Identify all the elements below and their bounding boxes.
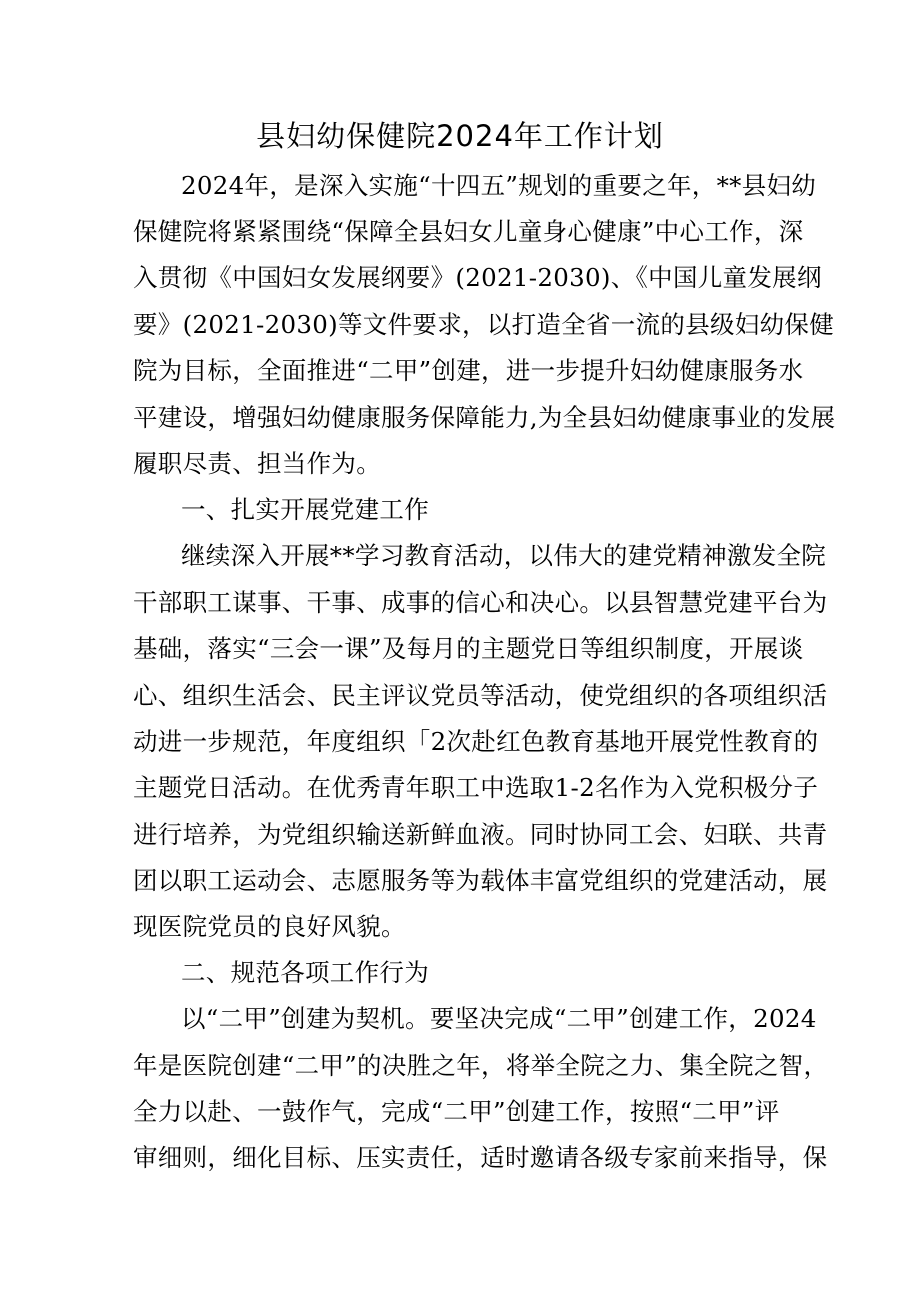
paragraph-party-line: 心、组织生活会、民主评议党员等活动，使党组织的各项组织活 xyxy=(133,681,828,710)
paragraph-party-line: 干部职工谋事、干事、成事的信心和决心。以县智慧党建平台为 xyxy=(133,588,828,617)
section-heading-2: 二、规范各项工作行为 xyxy=(181,958,429,987)
paragraph-intro-line: 履职尽责、担当作为。 xyxy=(133,449,381,478)
paragraph-party-line: 动进一步规范，年度组织「2次赴红色教育基地开展党性教育的 xyxy=(133,727,819,756)
paragraph-intro-line: 平建设，增强妇幼健康服务保障能力,为全县妇幼健康事业的发展 xyxy=(133,403,836,432)
document-title: 县妇幼保健院2024年工作计划 xyxy=(256,119,664,153)
paragraph-intro-line: 2024年，是深入实施“十四五”规划的重要之年，**县妇幼 xyxy=(181,171,817,200)
paragraph-party-line: 主题党日活动。在优秀青年职工中选取1-2名作为入党积极分子 xyxy=(133,773,819,802)
paragraph-intro-line: 要》(2021-2030)等文件要求，以打造全省一流的县级妇幼保健 xyxy=(133,310,834,339)
section-heading-1: 一、扎实开展党建工作 xyxy=(181,495,429,524)
paragraph-party-line: 基础，落实“三会一课”及每月的主题党日等组织制度，开展谈 xyxy=(133,634,804,663)
paragraph-standard-line: 以“二甲”创建为契机。要坚决完成“二甲”创建工作，2024 xyxy=(181,1004,817,1033)
paragraph-standard-line: 全力以赴、一鼓作气，完成“二甲”创建工作，按照“二甲”评 xyxy=(133,1097,780,1126)
paragraph-standard-line: 审细则，细化目标、压实责任，适时邀请各级专家前来指导，保 xyxy=(133,1143,828,1172)
paragraph-standard-line: 年是医院创建“二甲”的决胜之年，将举全院之力、集全院之智， xyxy=(133,1051,829,1080)
paragraph-party-line: 继续深入开展**学习教育活动，以伟大的建党精神激发全院 xyxy=(181,541,827,570)
paragraph-party-line: 现医院党员的良好风貌。 xyxy=(133,912,406,941)
paragraph-party-line: 团以职工运动会、志愿服务等为载体丰富党组织的党建活动，展 xyxy=(133,866,828,895)
paragraph-intro-line: 院为目标，全面推进“二甲”创建，进一步提升妇幼健康服务水 xyxy=(133,356,804,385)
paragraph-intro-line: 入贯彻《中国妇女发展纲要》(2021-2030)、《中国儿童发展纲 xyxy=(133,263,822,292)
paragraph-intro-line: 保健院将紧紧围绕“保障全县妇女儿童身心健康”中心工作，深 xyxy=(133,217,804,246)
paragraph-party-line: 进行培养，为党组织输送新鲜血液。同时协同工会、妇联、共青 xyxy=(133,820,828,849)
